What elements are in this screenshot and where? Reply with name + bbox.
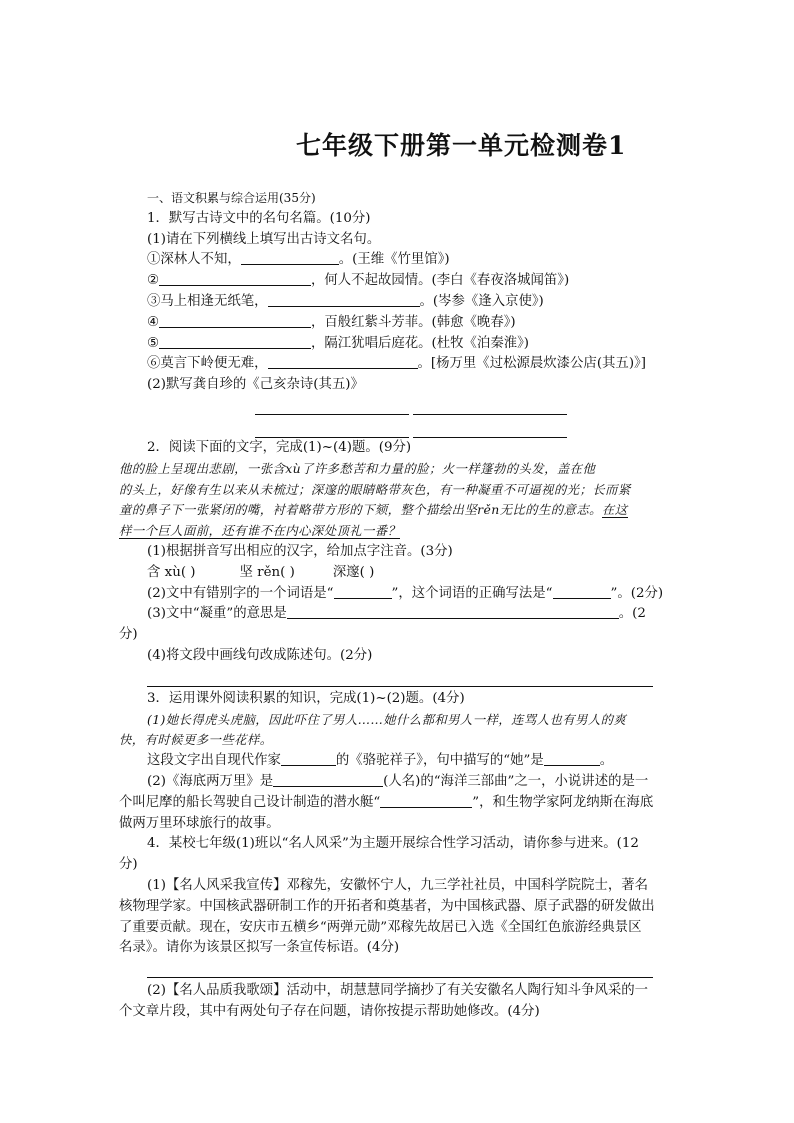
- question-3-stem: 3．运用课外阅读积累的知识，完成(1)~(2)题。(4分): [147, 690, 465, 706]
- slogan-answer-line[interactable]: [147, 977, 653, 978]
- fill-item-1: ①深林人不知， 。(王维《竹里馆》): [147, 252, 450, 268]
- underlined-sentence: 在这: [601, 502, 628, 518]
- question-2-sub-1: (1)根据拼音写出相应的汉字，给加点字注音。(3分): [147, 543, 453, 559]
- answer-blank[interactable]: [268, 354, 418, 369]
- answer-blank[interactable]: [287, 604, 619, 619]
- answer-blank[interactable]: [159, 313, 311, 328]
- answer-blank[interactable]: [544, 751, 600, 766]
- poem-answer-line[interactable]: [255, 414, 409, 415]
- question-4-sub-1-cont: 核物理学家。中国核武器研制工作的开拓者和奠基者，为中国核武器、原子武器的研发做出: [119, 898, 655, 914]
- answer-blank[interactable]: [268, 292, 420, 307]
- question-4-sub-1-cont: 名录》。请你为该景区拟写一条宣传标语。(4分): [119, 940, 400, 956]
- answer-blank[interactable]: [159, 271, 311, 286]
- question-3-sub-2: (2)《海底两万里》是 (人名)的“海洋三部曲”之一，小说讲述的是一: [147, 773, 649, 789]
- section-heading: 一、语文积累与综合运用(35分): [147, 191, 316, 205]
- answer-blank[interactable]: [273, 772, 383, 787]
- question-4-sub-2-cont: 个文章片段，其中有两处句子存在问题，请你按提示帮助她修改。(4分): [119, 1003, 540, 1019]
- quote-line: (1)她长得虎头虎脑，因此吓住了男人……她什么都和男人一样，连骂人也有男人的爽: [147, 711, 627, 727]
- question-4-sub-2: (2)【名人品质我歌颂】活动中，胡慧慧同学摘抄了有关安徽名人陶行知斗争风采的一: [147, 983, 649, 999]
- rewrite-answer-line[interactable]: [147, 686, 653, 687]
- answer-blank[interactable]: [334, 584, 392, 599]
- answer-blank[interactable]: [241, 250, 339, 265]
- pinyin-item: 含 xù( ): [147, 564, 196, 580]
- passage-line: 他的脸上呈现出悲剧，一张含xù了许多愁苦和力量的脸；火一样篷勃的头发，盖在他: [119, 460, 596, 476]
- question-2-sub-3: (3)文中“凝重”的意思是 。(2: [147, 606, 646, 622]
- poem-answer-line[interactable]: [413, 414, 567, 415]
- question-2-sub-4: (4)将文段中画线句改成陈述句。(2分): [147, 647, 373, 663]
- question-1-part-1: (1)请在下列横线上填写出古诗文名句。: [147, 231, 381, 247]
- fill-item-5: ⑤ ，隔江犹唱后庭花。(杜牧《泊秦淮》): [147, 335, 530, 351]
- poem-answer-line[interactable]: [255, 437, 409, 438]
- question-3-sub-1: 这段文字出自现代作家 的《骆驼祥子》，句中描写的“她”是 。: [147, 753, 614, 769]
- fill-item-3: ③马上相逢无纸笔， 。(岑参《逢入京使》): [147, 293, 544, 309]
- question-3-sub-2-cont: 做两万里环球旅行的故事。: [119, 815, 280, 831]
- fill-item-6: ⑥莫言下岭便无难， 。[杨万里《过松源晨炊漆公店(其五)》]: [147, 356, 646, 372]
- question-3-sub-2-cont: 个叫尼摩的船长驾驶自己设计制造的潜水艇“ ”，和生物学家阿龙纳斯在海底: [119, 794, 654, 810]
- question-4-sub-1: (1)【名人风采我宣传】邓稼先，安徽怀宁人，九三学社社员，中国科学院院士，著名: [147, 877, 649, 893]
- fill-item-4: ④ ，百般红紫斗芳菲。(韩愈《晚春》): [147, 314, 516, 330]
- question-2-stem: 2．阅读下面的文字，完成(1)~(4)题。(9分): [147, 439, 412, 455]
- passage-line: 童的鼻子下一张紧闭的嘴，衬着略带方形的下颏，整个描绘出坚rěn无比的生的意志。在这: [119, 502, 628, 518]
- page-title: 七年级下册第一单元检测卷1: [296, 131, 627, 160]
- exam-body: [119, 188, 672, 1023]
- pinyin-item: 深邃( ): [332, 564, 375, 580]
- question-1-part-2: (2)默写龚自珍的《己亥杂诗(其五)》: [147, 377, 364, 393]
- question-4-sub-1-cont: 了重要贡献。现在，安庆市五横乡“两弹元勋”邓稼先故居已入选《全国红色旅游经典景区: [119, 919, 642, 935]
- question-4-stem-cont: 分): [119, 857, 138, 873]
- poem-answer-line[interactable]: [413, 437, 567, 438]
- fill-item-2: ② ，何人不起故园情。(李白《春夜洛城闻笛》): [147, 273, 570, 289]
- question-2-sub-2: (2)文中有错别字的一个词语是“ ”，这个词语的正确写法是“ ”。(2分): [147, 585, 664, 601]
- answer-blank[interactable]: [159, 334, 311, 349]
- pinyin-row: [147, 563, 672, 584]
- answer-blank[interactable]: [380, 793, 472, 808]
- answer-blank[interactable]: [281, 751, 336, 766]
- question-4-stem: 4．某校七年级(1)班以“名人风采”为主题开展综合性学习活动，请你参与进来。(12: [147, 836, 639, 852]
- poem-answer-area: [147, 396, 672, 438]
- passage-line: [119, 521, 672, 542]
- question-2-sub-3-cont: 分): [119, 627, 138, 643]
- underlined-sentence: 样一个巨人面前，还有谁不在内心深处顶礼一番？: [119, 523, 401, 539]
- answer-blank[interactable]: [553, 584, 611, 599]
- quote-line: 快，有时候更多一些花样。: [119, 732, 273, 748]
- question-1-stem: 1．默写古诗文中的名句名篇。(10分): [147, 210, 371, 226]
- pinyin-item: 坚 rěn( ): [239, 564, 295, 580]
- passage-line: 的头上，好像有生以来从未梳过；深邃的眼睛略带灰色，有一种凝重不可逼视的光；长而紧: [119, 481, 631, 497]
